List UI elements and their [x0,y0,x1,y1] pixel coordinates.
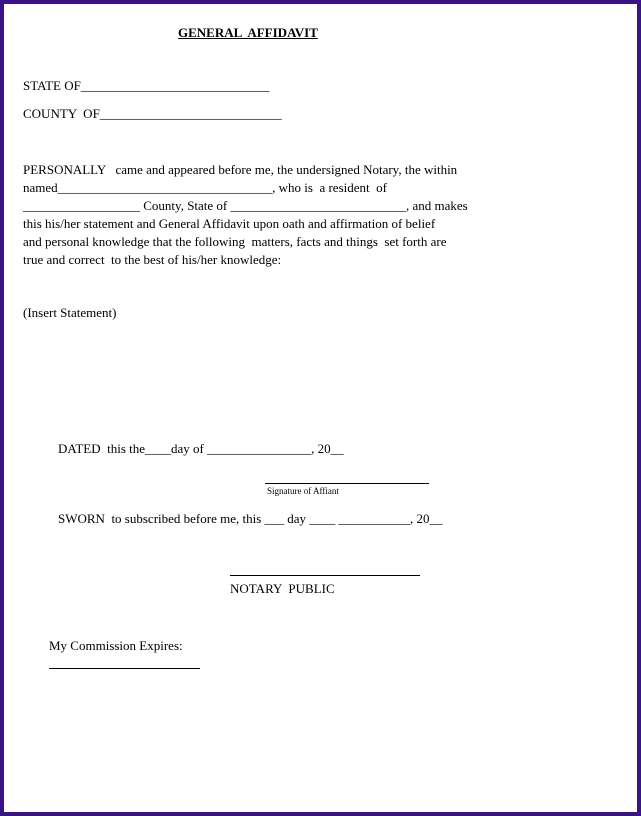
body-line-5: and personal knowledge that the following matters, facts and things set forth are [23,234,447,249]
insert-statement-placeholder: (Insert Statement) [23,305,117,320]
county-field: COUNTY OF____________________________ [23,106,282,121]
affiant-signature-line [265,483,429,484]
sworn-line: SWORN to subscribed before me, this ___ day ____ ___________, 20__ [58,511,443,526]
body-line-6: true and correct to the best of his/her knowledge: [23,252,282,267]
signature-caption: Signature of Affiant [267,486,339,496]
affidavit-document [4,4,637,812]
body-line-4: this his/her statement and General Affidavit upon oath and affirmation of belief [23,216,436,231]
notary-signature-line [230,575,420,576]
commission-expires-line [49,668,200,669]
commission-expires-label: My Commission Expires: [49,638,183,653]
body-line-3: __________________ County, State of ___________________________, and makes [23,198,468,213]
state-field: STATE OF_____________________________ [23,78,270,93]
body-line-1: PERSONALLY came and appeared before me, the undersigned Notary, the within [23,162,458,177]
dated-line: DATED this the____day of ________________, 20__ [58,441,344,456]
body-line-2: named_________________________________, who is a resident of [23,180,387,195]
notary-public-label: NOTARY PUBLIC [230,581,335,596]
document-title: GENERAL AFFIDAVIT [178,25,318,40]
